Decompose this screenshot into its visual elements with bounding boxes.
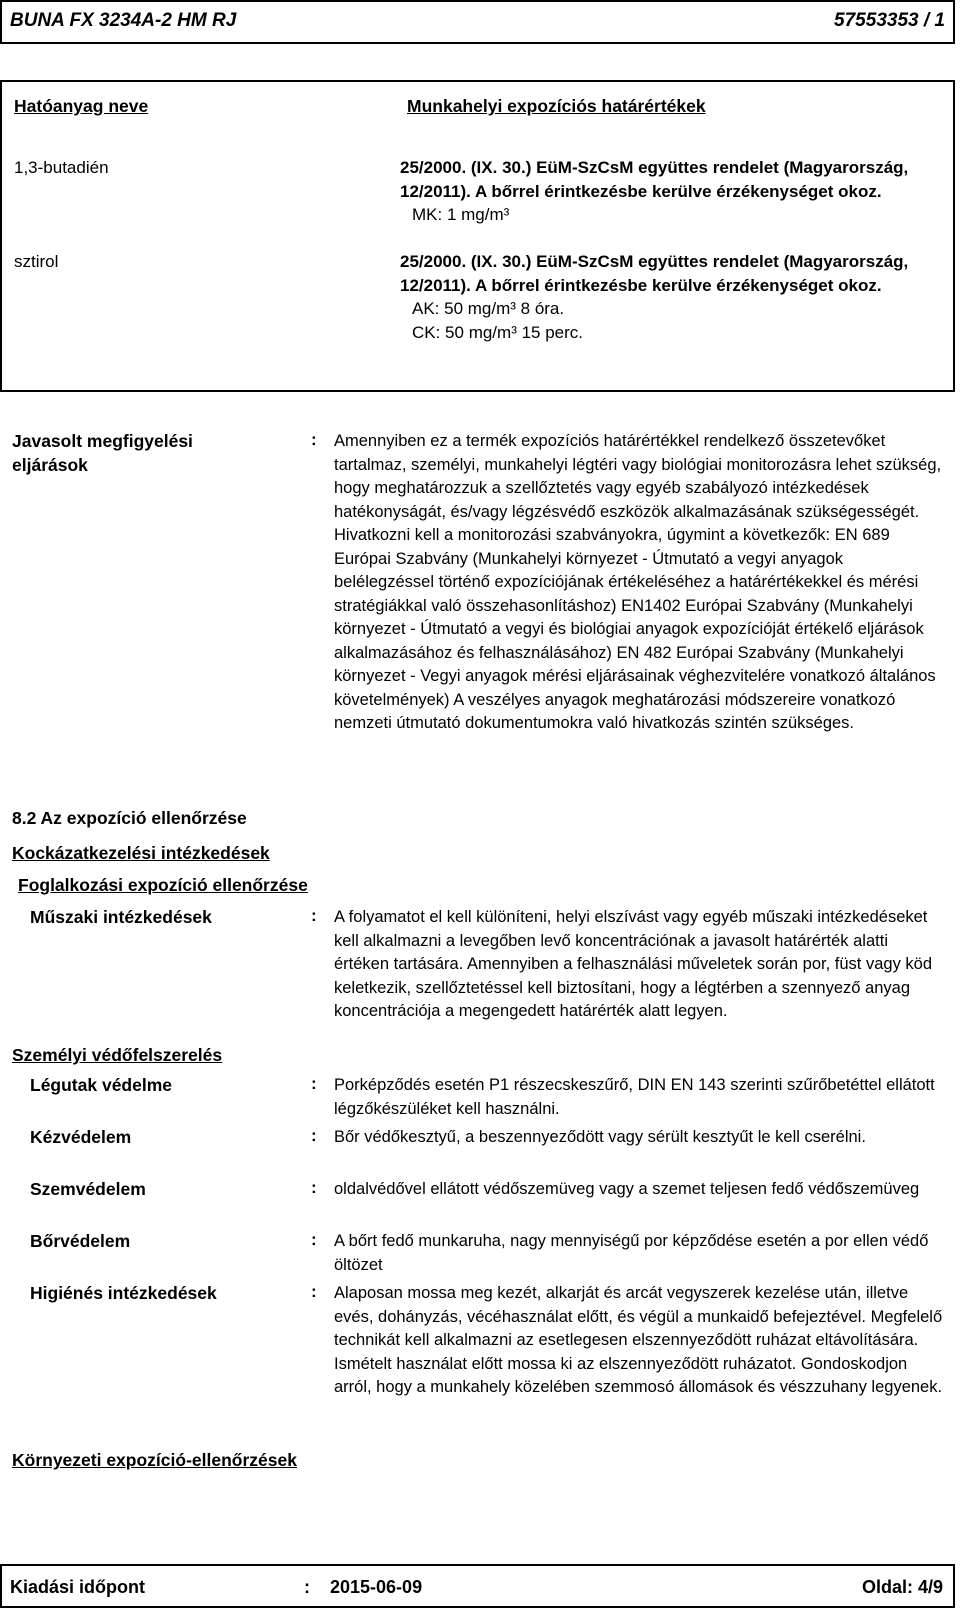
respiratory-protection-text: Porképződés esetén P1 részecskeszűrő, DIN EN 143 szerinti szűrőbetéttel ellátott légzőkészüléket kell használni. xyxy=(334,1076,935,1118)
monitoring-text: Amennyiben ez a termék expozíciós határértékkel rendelkező összetevőket tartalmaz, személyi, munkahelyi légtéri vagy biológiai monitorozásra lehet szükség, hogy meghatározzuk a szellőztetés vagy egyéb szabályozó intézkedések hatékonyságát, és/vagy légzésvédő eszközök alkalmazásának szükségességét. Hivatkozni kell a monitorozási szabványokra, úgymint a következők: EN 689 Európai Szabvány (Munkahelyi környezet - Útmutató a vegyi anyagok belélegzéssel történő expozíciójának értékeléséhez a határértékekkel és mérési stratégiákkal való összehasonlításhoz) EN1402 Európai Szabvány (Munkahelyi környezet - Útmutató a vegyi és biológiai anyagok expozícióját értékelő eljárások alkalmazásához és felhasználásához) EN 482 Európai Szabvány (Munkahelyi környezet - Vegyi anyagok mérési eljárásainak véghezvitelére vonatkozó általános követelmények) A veszélyes anyagok meghatározási módszereire vonatkozó nemzeti útmutató dokumentumokra való hivatkozás szintén szükséges. xyxy=(334,432,942,732)
issue-date: 2015-06-09 xyxy=(330,1577,423,1597)
section-heading: 8.2 Az expozíció ellenőrzése xyxy=(12,808,247,828)
regulation-text: 25/2000. (IX. 30.) EüM-SzCsM együttes rendelet (Magyarország, 12/2011). A bőrrel érintkezésbe kerülve érzékenységet okoz. xyxy=(400,252,909,295)
technical-measures-text: A folyamatot el kell különíteni, helyi elszívást vagy egyéb műszaki intézkedéseket kell alkalmazni a levegőben levő koncentrációnak a javasolt határérték alatti értéken tartására. Amennyiben a felhasználási műveletek során por, füst vagy köd keletkezik, szellőztetéssel kell biztosítani, hogy a légtérben a szennyező anyag koncentrációja a megengedett határérték alatt legyen. xyxy=(334,908,933,1020)
separator: : xyxy=(311,1074,317,1093)
monitoring-label: Javasolt megfigyelési eljárások xyxy=(12,431,193,475)
hand-protection-text: Bőr védőkesztyű, a beszennyeződött vagy sérült kesztyűt le kell cserélni. xyxy=(334,1128,866,1146)
product-title: BUNA FX 3234A-2 HM RJ xyxy=(10,10,237,31)
hand-protection-label: Kézvédelem xyxy=(30,1127,132,1147)
page-number: Oldal: 4/9 xyxy=(861,1577,943,1597)
separator: : xyxy=(311,1126,317,1145)
eye-protection-text: oldalvédővel ellátott védőszemüveg vagy a szemet teljesen fedő védőszemüveg xyxy=(334,1180,920,1198)
ppe-heading: Személyi védőfelszerelés xyxy=(12,1045,223,1065)
limit-value: AK: 50 mg/m³ 8 óra. xyxy=(412,299,565,318)
separator: : xyxy=(311,1230,317,1249)
separator: : xyxy=(311,430,317,449)
risk-management-heading: Kockázatkezelési intézkedések xyxy=(12,843,270,863)
skin-protection-text: A bőrt fedő munkaruha, nagy mennyiségű por képződése esetén a por ellen védő öltözet xyxy=(334,1232,929,1274)
environmental-control-heading: Környezeti expozíció-ellenőrzések xyxy=(12,1450,297,1470)
limit-value: CK: 50 mg/m³ 15 perc. xyxy=(412,322,584,342)
substance-name: 1,3-butadién xyxy=(14,158,109,177)
separator: : xyxy=(311,1282,317,1301)
respiratory-protection-label: Légutak védelme xyxy=(30,1075,172,1095)
hygiene-measures-label: Higiénés intézkedések xyxy=(30,1283,217,1303)
column-header-substance: Hatóanyag neve xyxy=(14,96,149,116)
hygiene-measures-text: Alaposan mossa meg kezét, alkarját és arcát vegyszerek kezelése után, illetve evés, dohányzás, vécéhasználat előtt, és végül a munkaidő befejeztével. Megfelelő technikát kell alkalmazni az esetlegesen elszennyeződött ruházat eltávolítására. Ismételt használat előtt mossa ki az elszennyeződött ruházatot. Gondoskodjon arról, hogy a munkahely közelében szemmosó állomások és vészzuhany legyenek. xyxy=(334,1284,943,1396)
technical-measures-label: Műszaki intézkedések xyxy=(30,907,212,927)
document-header xyxy=(0,0,955,44)
exposure-limits-table xyxy=(0,80,955,392)
column-header-limits: Munkahelyi expozíciós határértékek xyxy=(407,96,706,116)
separator: : xyxy=(304,1577,310,1597)
separator: : xyxy=(311,1178,317,1197)
separator: : xyxy=(311,906,317,925)
occupational-control-heading: Foglalkozási expozíció ellenőrzése xyxy=(18,875,308,895)
eye-protection-label: Szemvédelem xyxy=(30,1179,146,1199)
document-footer xyxy=(0,1564,955,1608)
limit-entry xyxy=(400,250,940,344)
document-code: 57553353 / 1 xyxy=(834,10,945,31)
regulation-text: 25/2000. (IX. 30.) EüM-SzCsM együttes rendelet (Magyarország, 12/2011). A bőrrel érintkezésbe kerülve érzékenységet okoz. xyxy=(400,158,909,201)
issue-date-label: Kiadási időpont xyxy=(10,1577,145,1597)
limit-entry xyxy=(400,156,940,227)
limit-value: MK: 1 mg/m³ xyxy=(412,205,510,224)
substance-name: sztirol xyxy=(14,252,59,271)
skin-protection-label: Bőrvédelem xyxy=(30,1231,131,1251)
